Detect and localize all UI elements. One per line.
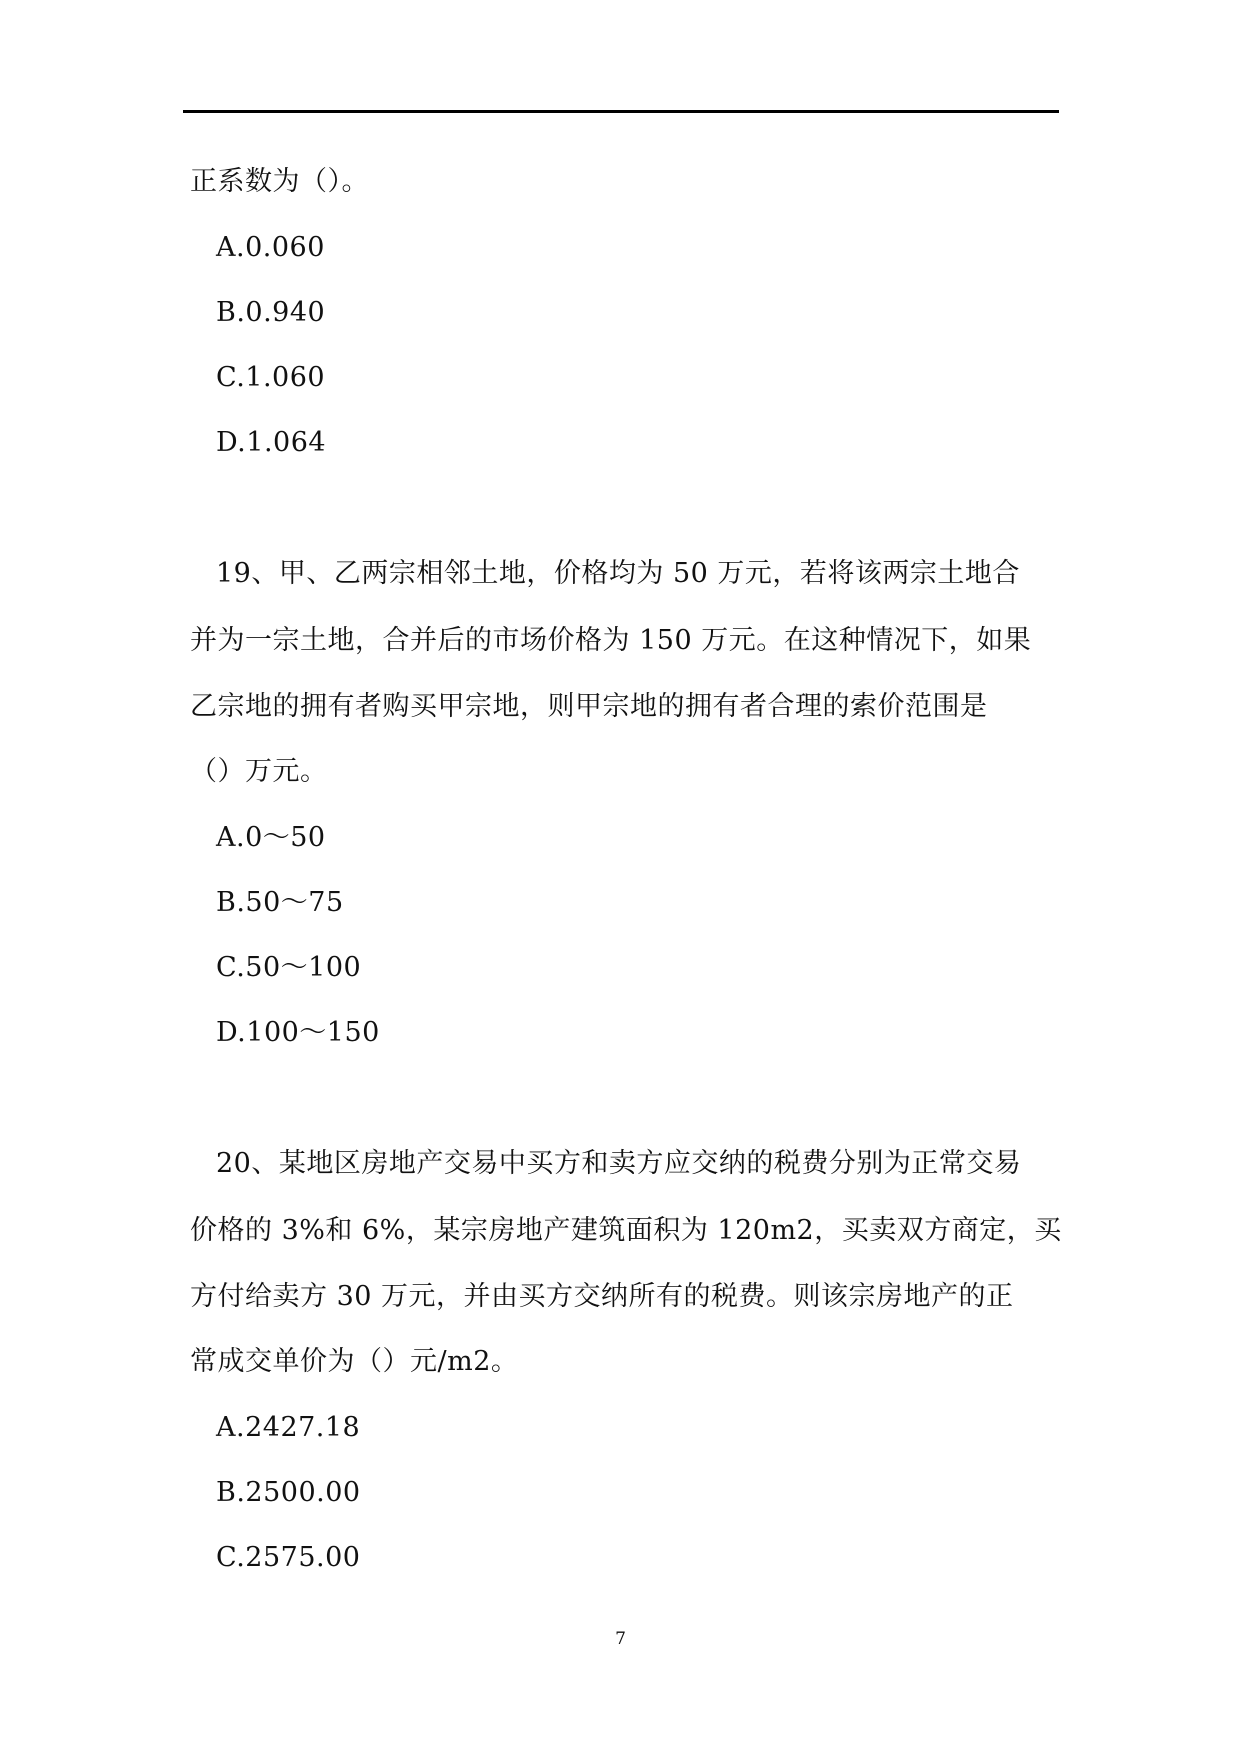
q19-stem-line: 并为一宗土地，合并后的市场价格为 150 万元。在这种情况下，如果 — [190, 625, 1032, 656]
q18-continuation: 正系数为（）。 — [190, 166, 369, 197]
q18-option-a: A.0.060 — [216, 232, 325, 263]
q19-option-c: C.50～100 — [216, 952, 362, 983]
q18-option-b: B.0.940 — [216, 297, 326, 328]
q20-option-a: A.2427.18 — [216, 1412, 361, 1443]
q20-option-b: B.2500.00 — [216, 1477, 361, 1508]
q18-option-d: D.1.064 — [216, 427, 327, 458]
header-rule — [183, 110, 1059, 113]
q19-option-d: D.100～150 — [216, 1017, 380, 1048]
q19-stem-line: 19、甲、乙两宗相邻土地，价格均为 50 万元，若将该两宗土地合 — [216, 558, 1020, 589]
q20-stem-line: 价格的 3%和 6%，某宗房地产建筑面积为 120m2，买卖双方商定，买 — [190, 1215, 1062, 1246]
q19-option-b: B.50～75 — [216, 887, 344, 918]
q18-option-c: C.1.060 — [216, 362, 326, 393]
q19-option-a: A.0～50 — [216, 822, 326, 853]
q19-stem-line: 乙宗地的拥有者购买甲宗地，则甲宗地的拥有者合理的索价范围是 — [190, 691, 988, 722]
q20-option-c: C.2575.00 — [216, 1542, 361, 1573]
q19-stem-line: （）万元。 — [190, 756, 328, 787]
q20-stem-line: 方付给卖方 30 万元，并由买方交纳所有的税费。则该宗房地产的正 — [190, 1281, 1014, 1312]
q20-stem-line: 20、某地区房地产交易中买方和卖方应交纳的税费分别为正常交易 — [216, 1148, 1022, 1179]
q20-stem-line: 常成交单价为（）元/m2。 — [190, 1346, 519, 1377]
page-number: 7 — [615, 1629, 626, 1649]
